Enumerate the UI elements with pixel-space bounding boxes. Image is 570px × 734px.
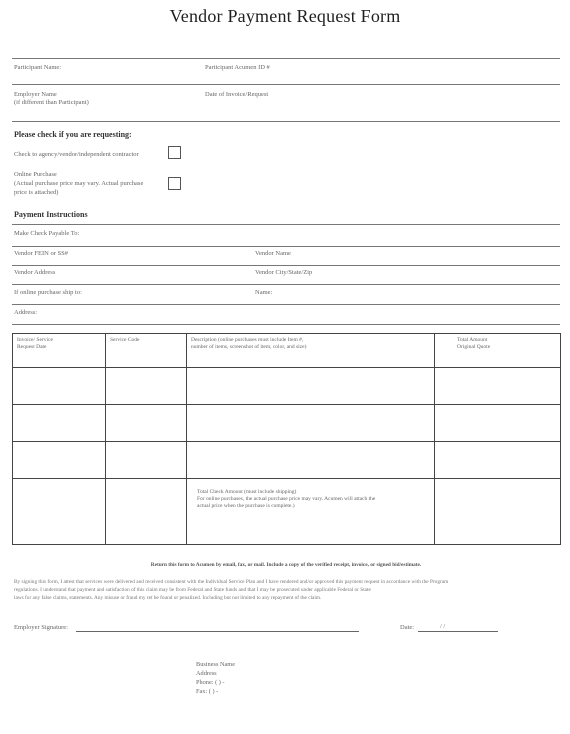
divider [12,265,560,266]
table-cell[interactable] [187,368,435,405]
table-cell[interactable] [106,479,187,545]
table-cell[interactable] [13,405,106,442]
participant-id-field[interactable]: Participant Acumen ID # [205,64,270,71]
divider [12,246,560,247]
vendor-name-field[interactable]: Vendor Name [255,250,291,257]
table-cell[interactable] [106,405,187,442]
table-row [13,368,561,405]
online-purchase-checkbox[interactable] [168,177,181,190]
employer-name-note: (if different than Participant) [14,99,89,106]
table-cell[interactable] [13,479,106,545]
table-cell[interactable] [435,442,561,479]
ship-to-field[interactable]: If online purchase ship to: [14,289,82,296]
option-online-purchase-note: (Actual purchase price may vary. Actual purchase [14,180,144,187]
divider [12,121,560,122]
vendor-address-field[interactable]: Vendor Address [14,269,56,276]
business-address-block [196,660,235,696]
column-header-service-code: Service Code [106,334,187,368]
table-row [13,442,561,479]
table-cell[interactable] [106,442,187,479]
invoice-table [12,333,561,545]
business-phone: Phone: ( ) - [196,679,225,686]
employer-name-field[interactable]: Employer Name [14,91,57,98]
total-check-amount-note: Total Check Amount (must include shipping) For online purchases, the actual purchase price may vary. Acumen will attach the actual price when the purchase is complete.) [187,479,435,545]
payable-to-field[interactable]: Make Check Payable To: [14,230,80,237]
total-amount-cell[interactable] [435,479,561,545]
option-online-purchase-label: Online Purchase [14,171,57,178]
date-line[interactable] [418,631,498,632]
attestation-line: laws for any false claims, statements. Any misuse or fraud my ret be found or penalized. Including but not limited to any repayment of the claim. [14,595,322,601]
table-cell[interactable] [13,368,106,405]
table-cell[interactable] [187,405,435,442]
column-header-description: Description (online purchases must include Item #, number of items, screenshot of item, color, and size) [187,334,435,368]
payment-instructions-heading: Payment Instructions [14,210,88,219]
column-header-date: Invoice/ Service Request Date [13,334,106,368]
attestation-line: regulations. I understand that payment and satisfaction of this claim may be from Federal and State funds and that I may be prosecuted under applicable Federal or State [14,587,371,593]
address-field[interactable]: Address: [14,309,38,316]
date-separators: / / [440,623,446,630]
divider [12,284,560,285]
table-cell[interactable] [13,442,106,479]
page-title: Vendor Payment Request Form [169,6,401,26]
divider [12,304,560,305]
column-header-total-amount: Total Amount Original Quote [435,334,561,368]
date-of-request-field[interactable]: Date of Invoice/Request [205,91,269,98]
employer-signature-label: Employer Signature: [14,624,68,631]
table-cell[interactable] [106,368,187,405]
vendor-fein-field[interactable]: Vendor FEIN or SS# [14,250,68,257]
table-cell[interactable] [187,442,435,479]
requesting-heading: Please check if you are requesting: [14,130,132,139]
option-check-vendor-label: Check to agency/vendor/independent contractor [14,151,139,158]
business-fax: Fax: ( ) - [196,688,219,695]
business-address: Address [196,670,217,677]
ship-name-field[interactable]: Name: [255,289,273,296]
table-total-row [13,479,561,545]
signature-line[interactable] [76,631,359,632]
business-name: Business Name [196,661,236,668]
table-cell[interactable] [435,405,561,442]
divider [12,84,560,85]
date-label: Date: [400,624,415,631]
table-cell[interactable] [435,368,561,405]
return-instructions: Return this form to Acumen by email, fax, or mail. Include a copy of the verified receipt, invoice, or signed bid/estimate. [150,562,422,568]
divider [12,224,560,225]
divider [12,58,560,59]
participant-name-field[interactable]: Participant Name: [14,64,62,71]
check-vendor-checkbox[interactable] [168,146,181,159]
option-online-purchase-note: price is attached) [14,189,59,196]
table-row [13,405,561,442]
vendor-city-field[interactable]: Vendor City/State/Zip [255,269,313,276]
table-header-row [13,334,561,368]
attestation-line: By signing this form, I attest that services were delivered and received consistent with the Individual Service Plan and I have rendered and/or approved this payment request in accordance with the Program [14,579,449,585]
divider [12,324,560,325]
